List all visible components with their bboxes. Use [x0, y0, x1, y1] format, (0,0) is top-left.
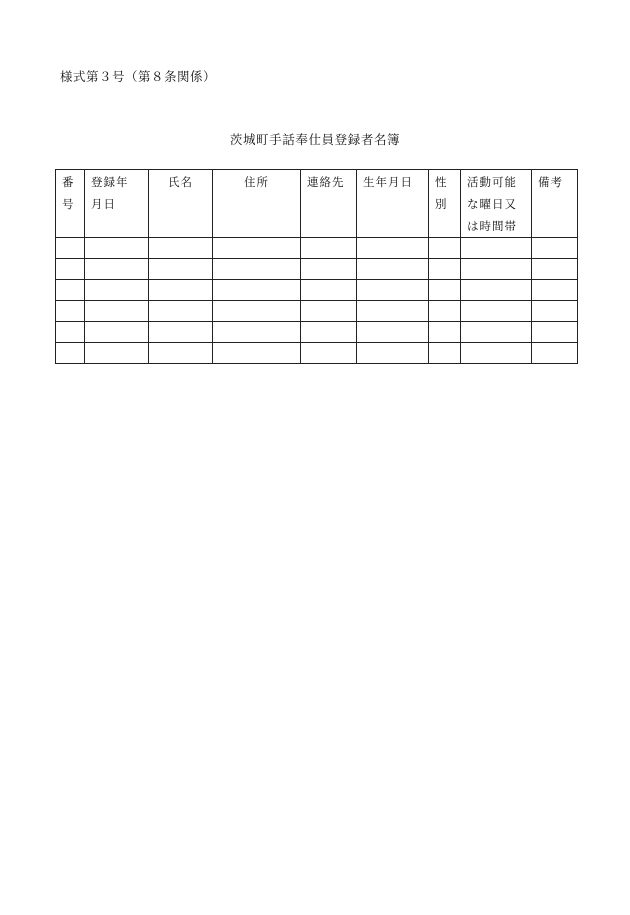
- table-cell: [301, 280, 357, 301]
- table-row: [56, 280, 578, 301]
- table-cell: [301, 301, 357, 322]
- table-cell: [85, 301, 149, 322]
- table-cell: [301, 322, 357, 343]
- table-cell: [461, 322, 532, 343]
- table-cell: [213, 343, 301, 364]
- header-address: 住所: [244, 175, 269, 189]
- table-cell: [301, 343, 357, 364]
- header-cell-address: [213, 170, 301, 238]
- table-cell: [532, 259, 578, 280]
- table-cell: [213, 301, 301, 322]
- register-table: [55, 169, 578, 364]
- header-cell-number: [56, 170, 85, 238]
- table-cell: [149, 301, 213, 322]
- table-cell: [85, 343, 149, 364]
- header-cell-name: [149, 170, 213, 238]
- form-number: 様式第３号（第８条関係）: [60, 69, 217, 84]
- table-cell: [357, 343, 429, 364]
- table-cell: [56, 343, 85, 364]
- table-cell: [532, 322, 578, 343]
- header-remarks: 備考: [538, 175, 563, 189]
- table-cell: [149, 238, 213, 259]
- table-cell: [461, 343, 532, 364]
- document-title: 茨城町手話奉仕員登録者名簿: [229, 132, 401, 147]
- header-contact: 連絡先: [307, 175, 345, 189]
- table-cell: [429, 322, 461, 343]
- table-cell: [85, 259, 149, 280]
- table-row: [56, 343, 578, 364]
- table-cell: [301, 238, 357, 259]
- table-row: [56, 322, 578, 343]
- table-row: [56, 259, 578, 280]
- header-number: 番 号: [62, 175, 75, 211]
- header-sex: 性 別: [435, 175, 448, 211]
- table-cell: [85, 322, 149, 343]
- table-cell: [429, 343, 461, 364]
- table-cell: [429, 280, 461, 301]
- table-cell: [357, 238, 429, 259]
- table-cell: [85, 238, 149, 259]
- header-cell-availability: [461, 170, 532, 238]
- table-cell: [56, 259, 85, 280]
- header-row: [56, 170, 578, 238]
- table-cell: [301, 259, 357, 280]
- table-cell: [357, 301, 429, 322]
- header-cell-remarks: [532, 170, 578, 238]
- table-cell: [56, 301, 85, 322]
- table-cell: [357, 322, 429, 343]
- table-cell: [149, 280, 213, 301]
- table-cell: [85, 280, 149, 301]
- table-cell: [56, 238, 85, 259]
- table-row: [56, 301, 578, 322]
- table-cell: [461, 259, 532, 280]
- header-availability: 活動可能 な曜日又 は時間帯: [467, 175, 517, 233]
- table-cell: [429, 238, 461, 259]
- table-cell: [461, 280, 532, 301]
- header-cell-birth-date: [357, 170, 429, 238]
- header-name: 氏名: [168, 175, 193, 189]
- table-cell: [357, 259, 429, 280]
- table-cell: [461, 301, 532, 322]
- header-cell-registration-date: [85, 170, 149, 238]
- header-registration-date: 登録年 月日: [91, 175, 129, 211]
- table-cell: [461, 238, 532, 259]
- table-cell: [357, 280, 429, 301]
- header-birth-date: 生年月日: [363, 175, 413, 189]
- header-cell-sex: [429, 170, 461, 238]
- table-cell: [429, 259, 461, 280]
- table-cell: [56, 280, 85, 301]
- table-cell: [149, 259, 213, 280]
- table-cell: [532, 301, 578, 322]
- table-cell: [213, 322, 301, 343]
- table-cell: [149, 322, 213, 343]
- table-cell: [213, 280, 301, 301]
- table-cell: [532, 238, 578, 259]
- table-row: [56, 238, 578, 259]
- table-cell: [532, 343, 578, 364]
- header-cell-contact: [301, 170, 357, 238]
- table-cell: [429, 301, 461, 322]
- table-cell: [56, 322, 85, 343]
- table-cell: [213, 238, 301, 259]
- table-cell: [532, 280, 578, 301]
- table-cell: [149, 343, 213, 364]
- table-cell: [213, 259, 301, 280]
